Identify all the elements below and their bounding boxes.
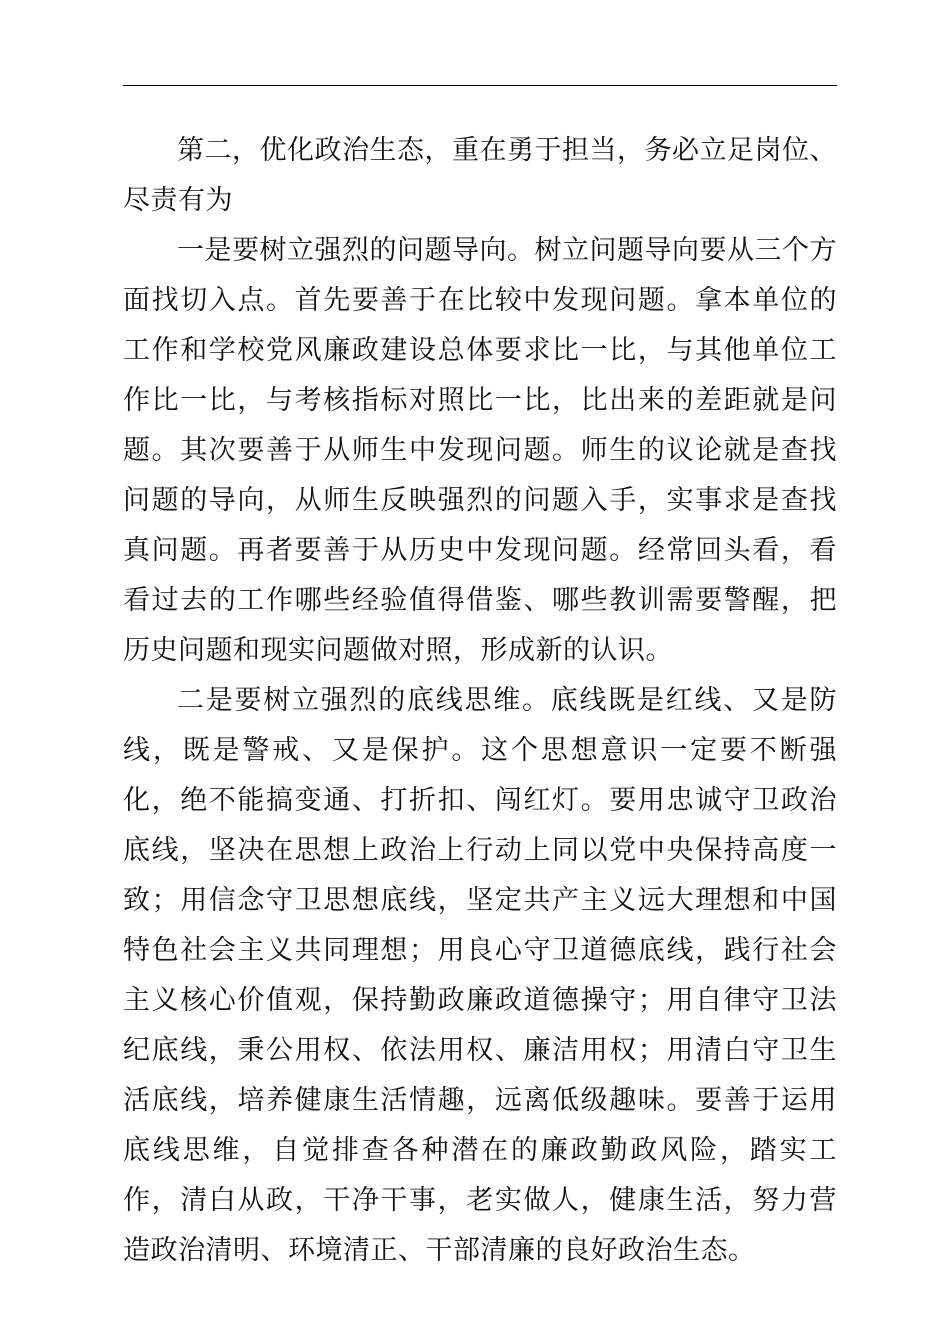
header-rule [123,85,837,86]
problem-orientation-paragraph: 一是要树立强烈的问题导向。树立问题导向要从三个方面找切入点。首先要善于在比较中发现问题。拿本单位的工作和学校党风廉政建设总体要求比一比，与其他单位工作比一比，与考核指标对照比一比，比出来的差距就是问题。其次要善于从师生中发现问题。师生的议论就是查找问题的导向，从师生反映强烈的问题入手，实事求是查找真问题。再者要善于从历史中发现问题。经常回头看，看看过去的工作哪些经验值得借鉴、哪些教训需要警醒，把历史问题和现实问题做对照，形成新的认识。 [123,235,837,666]
section-heading-paragraph: 第二，优化政治生态，重在勇于担当，务必立足岗位、尽责有为 [123,135,837,216]
bottom-line-thinking-paragraph: 二是要树立强烈的底线思维。底线既是红线、又是防线，既是警戒、又是保护。这个思想意识一定要不断强化，绝不能搞变通、打折扣、闯红灯。要用忠诚守卫政治底线，坚决在思想上政治上行动上同以党中央保持高度一致；用信念守卫思想底线，坚定共产主义远大理想和中国特色社会主义共同理想；用良心守卫道德底线，践行社会主义核心价值观，保持勤政廉政道德操守；用自律守卫法纪底线，秉公用权、依法用权、廉洁用权；用清白守卫生活底线，培养健康生活情趣，远离低级趣味。要善于运用底线思维，自觉排查各种潜在的廉政勤政风险，踏实工作，清白从政，干净干事，老实做人，健康生活，努力营造政治清明、环境清正、干部清廉的良好政治生态。 [123,685,837,1266]
document-body [123,126,837,1276]
